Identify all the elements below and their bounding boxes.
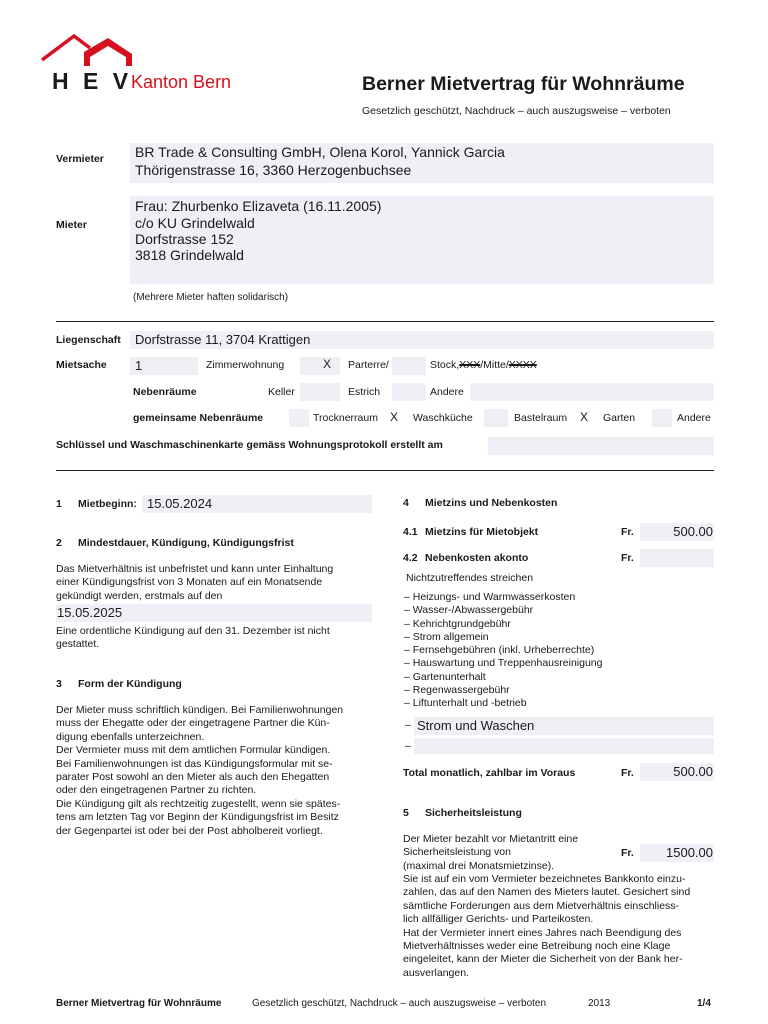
section-2-line: gekündigt werden, erstmals auf den bbox=[56, 589, 223, 602]
total-currency: Fr. bbox=[621, 767, 634, 779]
garten-check-mark: X bbox=[580, 410, 589, 424]
logo-letters: H E V bbox=[52, 68, 133, 94]
landlord-label: Vermieter bbox=[56, 153, 104, 165]
section-3-line: Die Kündigung gilt als rechtzeitig zugestellt, wenn sie spätes- bbox=[56, 797, 341, 810]
tenant-line-1: Frau: Zhurbenko Elizaveta (16.11.2005) bbox=[135, 198, 382, 214]
section-2-title: Mindestdauer, Kündigung, Kündigungsfrist bbox=[78, 537, 294, 549]
section-5-line: Mietverhältnisses weder eine Betreibung noch eine Klage bbox=[403, 940, 671, 953]
shared-andere-checkbox[interactable] bbox=[652, 409, 672, 427]
landlord-line-2: Thörigenstrasse 16, 3360 Herzogenbuchsee bbox=[135, 162, 412, 178]
section-5-heading bbox=[403, 807, 522, 819]
page-title: Berner Mietvertrag für Wohnräume bbox=[362, 73, 685, 95]
section-3-line: der Gegenpartei ist oder bei der Post abholbereit vorliegt. bbox=[56, 824, 323, 837]
andere-field[interactable] bbox=[470, 383, 714, 401]
total-label: Total monatlich, zahlbar im Voraus bbox=[403, 767, 576, 779]
section-5-text-a bbox=[403, 833, 578, 873]
section-3-number: 3 bbox=[56, 678, 62, 690]
first-termination-date-value: 15.05.2025 bbox=[57, 605, 123, 620]
extra-item-2-dash: – bbox=[405, 740, 411, 752]
floor-position bbox=[430, 359, 537, 371]
floor-field[interactable] bbox=[392, 357, 426, 375]
property-label: Liegenschaft bbox=[56, 334, 121, 346]
list-item: – Hauswartung und Treppenhausreinigung bbox=[404, 657, 603, 670]
extra-item-2-field[interactable] bbox=[414, 738, 714, 754]
rent-number: 4.1 bbox=[403, 526, 418, 538]
deposit-currency: Fr. bbox=[621, 847, 634, 859]
extra-costs-field[interactable] bbox=[640, 549, 714, 567]
list-item: – Fernsehgebühren (inkl. Urheberrechte) bbox=[404, 644, 595, 657]
section-5-line: sämtliche Forderungen aus dem Mietverhältnis einschliess- bbox=[403, 899, 680, 912]
section-5-line: Hat der Vermieter innert eines Jahres nach Beendigung des bbox=[403, 926, 682, 939]
estrich-field[interactable] bbox=[392, 383, 426, 401]
section-5-line: eingeleitet, kann der Mieter die Sicherheit von der Bank her- bbox=[403, 953, 683, 966]
section-2-line: einer Kündigungsfrist von 3 Monaten auf ein Monatsende bbox=[56, 576, 323, 589]
estrich-label: Estrich bbox=[348, 386, 381, 398]
extra-costs-currency: Fr. bbox=[621, 552, 634, 564]
section-3-text bbox=[56, 704, 368, 838]
trockenraum-label: Trocknerraum bbox=[313, 412, 378, 424]
rent-currency: Fr. bbox=[621, 526, 634, 538]
section-3-line: parater Post sowohl an den Mieter als auch den Ehegatten bbox=[56, 771, 330, 784]
rooms-value: 1 bbox=[135, 358, 143, 373]
floor-struck-b: XXXX bbox=[508, 359, 537, 371]
strike-note: Nichtzutreffendes streichen bbox=[406, 572, 534, 584]
list-item: – Wasser-/Abwassergebühr bbox=[404, 604, 534, 617]
section-2-text-2 bbox=[56, 625, 372, 652]
footer-title: Berner Mietvertrag für Wohnräume bbox=[56, 998, 222, 1009]
extra-costs-list bbox=[404, 591, 602, 711]
list-item: – Strom allgemein bbox=[404, 630, 489, 643]
section-5-line: lich allfälliger Gerichts- und Parteikosten. bbox=[403, 913, 594, 926]
section-2-line: gestattet. bbox=[56, 638, 100, 651]
extra-costs-label: Nebenkosten akonto bbox=[425, 552, 529, 564]
section-2-line: Das Mietverhältnis ist unbefristet und kann unter Einhaltung bbox=[56, 563, 334, 575]
keller-field[interactable] bbox=[300, 383, 340, 401]
landlord-line-1: BR Trade & Consulting GmbH, Olena Korol, Yannick Garcia bbox=[135, 144, 505, 160]
keys-date-field[interactable] bbox=[488, 437, 714, 455]
house-roof-logo-icon bbox=[40, 30, 132, 70]
trockenraum-checkbox[interactable] bbox=[289, 409, 309, 427]
rooms-checkbox[interactable] bbox=[300, 357, 340, 375]
section-3-line: oder den eingetragenen Partner zu richten. bbox=[56, 784, 257, 797]
logo-region: Kanton Bern bbox=[131, 72, 232, 92]
list-item: – Liftunterhalt und -betrieb bbox=[404, 697, 527, 710]
extra-item-dash: – bbox=[405, 719, 411, 731]
section-3-heading bbox=[56, 678, 182, 690]
section-3-line: Der Mieter muss schriftlich kündigen. Bei Familienwohnungen bbox=[56, 704, 344, 716]
rooms-label: Zimmerwohnung bbox=[206, 359, 285, 371]
keys-label: Schlüssel und Waschmaschinenkarte gemäss Wohnungsprotokoll erstellt am bbox=[56, 439, 443, 451]
section-3-line: muss der Ehegatte oder der eingetragene Partner die Kün- bbox=[56, 717, 330, 730]
rent-value: 500.00 bbox=[673, 524, 713, 539]
extra-item-value: Strom und Waschen bbox=[417, 718, 535, 733]
section-5-line: Sie ist auf ein vom Vermieter bezeichnetes Bankkonto einzu- bbox=[403, 873, 686, 885]
section-3-line: digung ebenfalls unterzeichnen. bbox=[56, 730, 205, 743]
floor-mid: /Mitte/ bbox=[480, 359, 509, 371]
section-5-line: Sicherheitsleistung von bbox=[403, 846, 511, 859]
floor-prefix: Stock, bbox=[430, 359, 460, 371]
start-date-value: 15.05.2024 bbox=[147, 496, 213, 511]
section-5-line: ausverlangen. bbox=[403, 966, 469, 979]
divider-middle bbox=[56, 470, 714, 471]
extra-costs-number: 4.2 bbox=[403, 552, 418, 564]
list-item: – Regenwassergebühr bbox=[404, 684, 510, 697]
keller-label: Keller bbox=[268, 386, 295, 398]
section-1-title: Mietbeginn: bbox=[78, 498, 137, 510]
rent-heading bbox=[403, 526, 538, 538]
waschkueche-label: Waschküche bbox=[413, 412, 473, 424]
section-4-title: Mietzins und Nebenkosten bbox=[425, 497, 558, 509]
tenant-line-3: Dorfstrasse 152 bbox=[135, 231, 234, 247]
waschkueche-spacer bbox=[484, 409, 508, 427]
section-4-heading bbox=[403, 497, 557, 509]
property-value: Dorfstrasse 11, 3704 Krattigen bbox=[135, 332, 311, 347]
extra-costs-heading bbox=[403, 552, 528, 564]
section-3-line: tens am letzten Tag vor Beginn der Kündigungsfrist im Besitz bbox=[56, 811, 339, 824]
section-5-line: Der Mieter bezahlt vor Mietantritt eine bbox=[403, 833, 579, 845]
list-item: – Heizungs- und Warmwasserkosten bbox=[404, 591, 576, 603]
tenant-label: Mieter bbox=[56, 219, 87, 231]
section-2-line: Eine ordentliche Kündigung auf den 31. Dezember ist nicht bbox=[56, 625, 330, 637]
floor-struck-a: XXX bbox=[459, 359, 481, 371]
section-5-number: 5 bbox=[403, 807, 409, 819]
total-value: 500.00 bbox=[673, 764, 713, 779]
list-item: – Gartenunterhalt bbox=[404, 670, 486, 683]
andere-label: Andere bbox=[430, 386, 464, 398]
section-5-line: (maximal drei Monatsmietzinse). bbox=[403, 859, 555, 872]
rooms-check-mark: X bbox=[323, 357, 332, 371]
rent-label: Mietzins für Mietobjekt bbox=[425, 526, 539, 538]
page-subtitle: Gesetzlich geschützt, Nachdruck – auch auszugsweise – verboten bbox=[362, 105, 671, 117]
section-2-heading bbox=[56, 537, 294, 549]
footer-page-number: 1/4 bbox=[697, 998, 711, 1009]
section-3-line: Der Vermieter muss mit dem amtlichen Formular kündigen. bbox=[56, 744, 331, 757]
divider-top bbox=[56, 321, 714, 322]
section-1-heading bbox=[56, 498, 137, 510]
section-2-text bbox=[56, 563, 366, 603]
tenant-line-2: c/o KU Grindelwald bbox=[135, 215, 255, 231]
shared-rooms-label: gemeinsame Nebenräume bbox=[133, 412, 264, 424]
section-5-line: zahlen, das auf den Namen des Mieters lautet. Gesichert sind bbox=[403, 886, 691, 899]
footer-year: 2013 bbox=[588, 998, 611, 1009]
joint-liability-note: (Mehrere Mieter haften solidarisch) bbox=[133, 292, 289, 303]
section-1-number: 1 bbox=[56, 498, 62, 510]
shared-andere-label: Andere bbox=[677, 412, 711, 424]
side-rooms-label: Nebenräume bbox=[133, 386, 197, 398]
bastelraum-label: Bastelraum bbox=[514, 412, 568, 424]
section-5-title: Sicherheitsleistung bbox=[425, 807, 522, 819]
list-item: – Kehrichtgrundgebühr bbox=[404, 617, 511, 630]
section-3-title: Form der Kündigung bbox=[78, 678, 182, 690]
waschkueche-check-mark: X bbox=[390, 410, 399, 424]
tenant-line-4: 3818 Grindelwald bbox=[135, 247, 244, 263]
section-4-number: 4 bbox=[403, 497, 409, 509]
section-3-line: Bei Familienwohnungen ist das Kündigungsformular mit se- bbox=[56, 757, 333, 770]
garten-label: Garten bbox=[603, 412, 636, 424]
deposit-value: 1500.00 bbox=[666, 845, 713, 860]
section-5-text-b bbox=[403, 873, 714, 980]
rental-object-label: Mietsache bbox=[56, 359, 107, 371]
section-2-number: 2 bbox=[56, 537, 62, 549]
parterre-label: Parterre/ bbox=[348, 359, 389, 371]
footer-notice: Gesetzlich geschützt, Nachdruck – auch auszugsweise – verboten bbox=[252, 998, 547, 1009]
